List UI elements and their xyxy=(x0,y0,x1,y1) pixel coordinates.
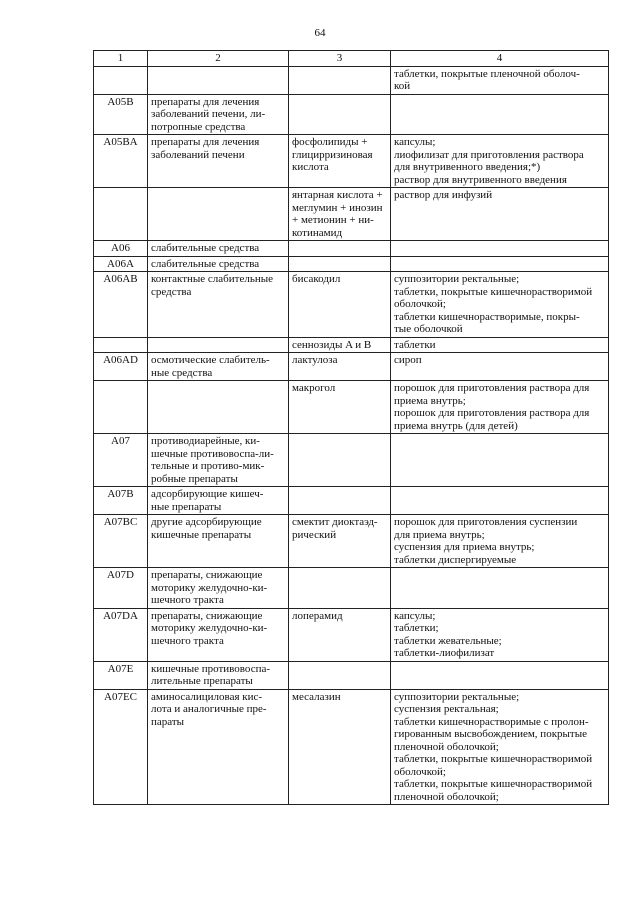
pharmacological-group-cell xyxy=(148,188,289,241)
active-substance-cell: фосфолипиды + глицирризиновая кислота xyxy=(289,135,391,188)
atc-code-cell: A07EC xyxy=(94,689,148,805)
table-row xyxy=(94,487,609,515)
pharmacological-group-cell: другие адсорбирующие кишечные препараты xyxy=(148,515,289,568)
table-row xyxy=(94,608,609,661)
atc-code-cell: A06 xyxy=(94,241,148,257)
dosage-forms-cell xyxy=(391,241,609,257)
dosage-forms-cell: порошок для приготовления раствора для приема внутрь; порошок для приготовления раствора для приема внутрь (для детей) xyxy=(391,381,609,434)
pharmacological-group-cell xyxy=(148,337,289,353)
pharmacological-group-cell: контактные слабительные средства xyxy=(148,272,289,338)
active-substance-cell: лактулоза xyxy=(289,353,391,381)
pharmacological-group-cell: кишечные противовоспа- лительные препараты xyxy=(148,661,289,689)
page-number: 64 xyxy=(314,27,326,39)
table-row xyxy=(94,381,609,434)
dosage-forms-cell xyxy=(391,568,609,609)
table-row xyxy=(94,135,609,188)
pharmacological-group-cell xyxy=(148,66,289,94)
column-header-1: 1 xyxy=(94,51,148,67)
active-substance-cell xyxy=(289,434,391,487)
pharmacological-group-cell: препараты, снижающие моторику желудочно-ки- шечного тракта xyxy=(148,568,289,609)
pharmacological-group-cell: препараты, снижающие моторику желудочно-ки- шечного тракта xyxy=(148,608,289,661)
active-substance-cell: смектит диоктаэд- рический xyxy=(289,515,391,568)
active-substance-cell xyxy=(289,256,391,272)
dosage-forms-cell xyxy=(391,661,609,689)
atc-code-cell: A07D xyxy=(94,568,148,609)
atc-code-cell: A06AD xyxy=(94,353,148,381)
table-body xyxy=(94,51,609,805)
dosage-forms-cell xyxy=(391,487,609,515)
dosage-forms-cell xyxy=(391,256,609,272)
table-header-row xyxy=(94,51,609,67)
column-header-4: 4 xyxy=(391,51,609,67)
atc-code-cell: A07B xyxy=(94,487,148,515)
active-substance-cell xyxy=(289,66,391,94)
atc-code-cell: A07 xyxy=(94,434,148,487)
table-row xyxy=(94,568,609,609)
active-substance-cell: бисакодил xyxy=(289,272,391,338)
pharmacological-group-cell: слабительные средства xyxy=(148,256,289,272)
table-row xyxy=(94,434,609,487)
pharmacological-group-cell: адсорбирующие кишеч- ные препараты xyxy=(148,487,289,515)
dosage-forms-cell xyxy=(391,434,609,487)
table-row xyxy=(94,66,609,94)
table-row xyxy=(94,353,609,381)
active-substance-cell: месалазин xyxy=(289,689,391,805)
pharmacological-group-cell: препараты для лечения заболеваний печени, ли- потропные средства xyxy=(148,94,289,135)
table-row xyxy=(94,94,609,135)
active-substance-cell xyxy=(289,487,391,515)
pharmacological-group-cell: препараты для лечения заболеваний печени xyxy=(148,135,289,188)
atc-code-cell: A07DA xyxy=(94,608,148,661)
atc-code-cell: A05BA xyxy=(94,135,148,188)
active-substance-cell xyxy=(289,241,391,257)
pharmacological-group-cell: осмотические слабитель- ные средства xyxy=(148,353,289,381)
active-substance-cell: лоперамид xyxy=(289,608,391,661)
table-row xyxy=(94,256,609,272)
pharmacological-group-cell: противодиарейные, ки- шечные противовоспа-ли- тельные и противо-мик- робные препараты xyxy=(148,434,289,487)
active-substance-cell: сеннозиды A и B xyxy=(289,337,391,353)
dosage-forms-cell: капсулы; лиофилизат для приготовления раствора для внутривенного введения;*) раствор для внутривенного введения xyxy=(391,135,609,188)
pharmacological-group-cell xyxy=(148,381,289,434)
table-row xyxy=(94,241,609,257)
dosage-forms-cell: капсулы; таблетки; таблетки жевательные; таблетки-лиофилизат xyxy=(391,608,609,661)
atc-code-cell xyxy=(94,188,148,241)
active-substance-cell: янтарная кислота + меглумин + инозин + метионин + ни- котинамид xyxy=(289,188,391,241)
atc-code-cell xyxy=(94,381,148,434)
table-row xyxy=(94,188,609,241)
column-header-3: 3 xyxy=(289,51,391,67)
dosage-forms-cell xyxy=(391,94,609,135)
atc-code-cell: A06AB xyxy=(94,272,148,338)
table-row xyxy=(94,337,609,353)
active-substance-cell xyxy=(289,568,391,609)
atc-code-cell xyxy=(94,66,148,94)
dosage-forms-cell: таблетки, покрытые пленочной оболоч- кой xyxy=(391,66,609,94)
table-row xyxy=(94,515,609,568)
atc-code-cell: A07BC xyxy=(94,515,148,568)
atc-code-cell: A05B xyxy=(94,94,148,135)
dosage-forms-cell: суппозитории ректальные; суспензия ректальная; таблетки кишечнорастворимые с пролон- гированным высвобождением, покрытые пленочной оболочкой; таблетки, покрытые кишечнорастворимой оболочкой; таблетки, покрытые кишечнорастворимой пленочной оболочкой; xyxy=(391,689,609,805)
pharmacological-group-cell: слабительные средства xyxy=(148,241,289,257)
atc-code-cell: A07E xyxy=(94,661,148,689)
atc-code-cell: A06A xyxy=(94,256,148,272)
table-row xyxy=(94,272,609,338)
drug-classification-table xyxy=(93,50,609,805)
dosage-forms-cell: суппозитории ректальные; таблетки, покрытые кишечнорастворимой оболочкой; таблетки кишечнорастворимые, покры- тые оболочкой xyxy=(391,272,609,338)
table-row xyxy=(94,661,609,689)
dosage-forms-cell: таблетки xyxy=(391,337,609,353)
pharmacological-group-cell: аминосалициловая кис- лота и аналогичные пре- параты xyxy=(148,689,289,805)
dosage-forms-cell: порошок для приготовления суспензии для приема внутрь; суспензия для приема внутрь; таблетки диспергируемые xyxy=(391,515,609,568)
atc-code-cell xyxy=(94,337,148,353)
active-substance-cell xyxy=(289,94,391,135)
active-substance-cell xyxy=(289,661,391,689)
active-substance-cell: макрогол xyxy=(289,381,391,434)
dosage-forms-cell: раствор для инфузий xyxy=(391,188,609,241)
table-row xyxy=(94,689,609,805)
column-header-2: 2 xyxy=(148,51,289,67)
dosage-forms-cell: сироп xyxy=(391,353,609,381)
